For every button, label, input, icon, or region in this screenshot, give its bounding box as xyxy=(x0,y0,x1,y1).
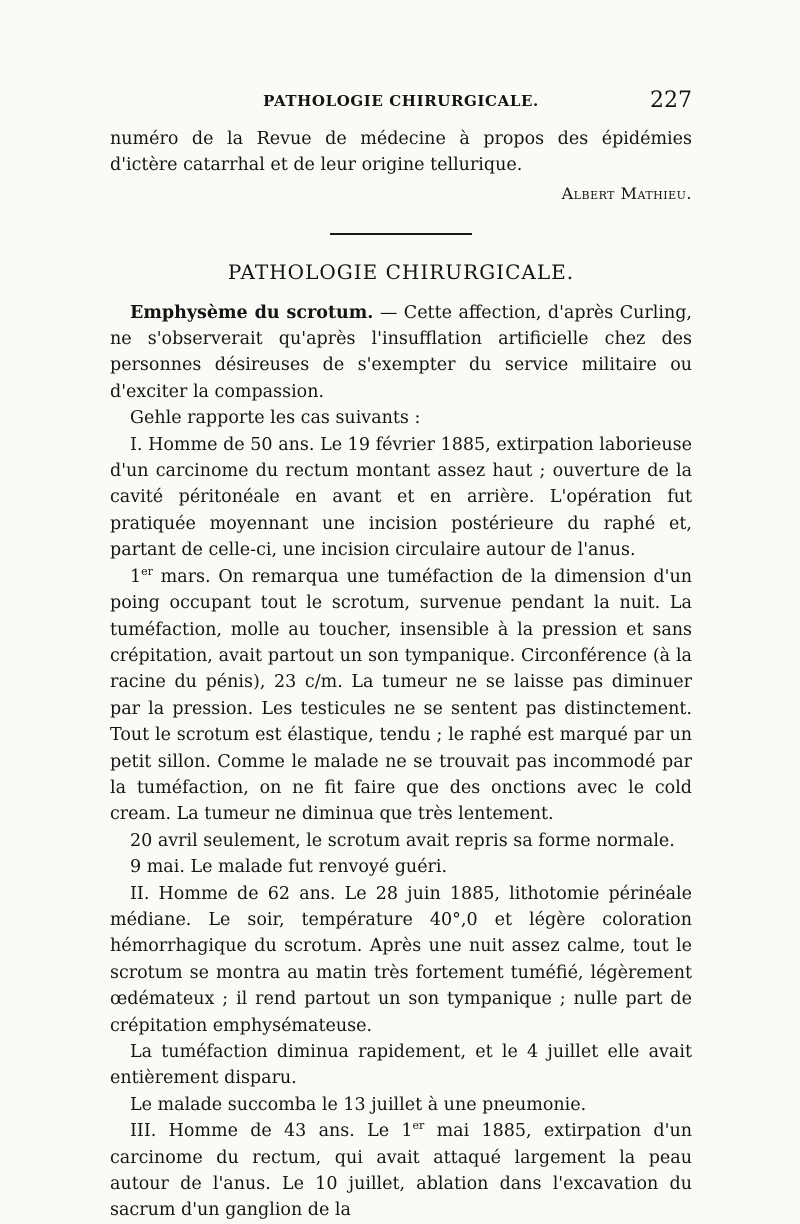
superscript: er xyxy=(412,1119,425,1133)
paragraph-case-2: II. Homme de 62 ans. Le 28 juin 1885, lithotomie périnéale médiane. Le soir, température 40°,0 et légère coloration hémorrhagique du scrotum. Après une nuit assez calme, tout le scrotum se montra au matin très fortement tuméfié, légèrement œdémateux ; il rend partout un son tympanique ; nulle part de crépitation emphysémateuse. xyxy=(110,883,692,1036)
paragraph: 9 mai. Le malade fut renvoyé guéri. xyxy=(130,857,448,878)
page-header xyxy=(110,88,692,122)
paragraph: La tuméfaction diminua rapidement, et le 4 juillet elle avait entièrement disparu. xyxy=(110,1042,692,1089)
running-title: PATHOLOGIE CHIRURGICALE. xyxy=(263,92,539,110)
text-fragment: III. Homme de 43 ans. Le 1 xyxy=(130,1121,413,1142)
body-text xyxy=(110,126,692,1224)
paragraph-case-1-followup xyxy=(110,564,692,828)
section-divider xyxy=(330,233,472,235)
paragraph: 20 avril seulement, le scrotum avait repris sa forme normale. xyxy=(130,830,675,851)
page-number: 227 xyxy=(650,88,692,113)
paragraph: Le malade succomba le 13 juillet à une pneumonie. xyxy=(130,1094,587,1115)
text-fragment: mars. On remarqua une tuméfaction de la dimension d'un poing occupant tout le scrotum, survenue pendant la nuit. La tuméfaction, molle au toucher, insensible à la pression et sans crépitation, avait partout un son tympanique. Circonférence (à la racine du pénis), 23 c/m. La tumeur ne se laisse pas diminuer par la pression. Les testicules ne se sentent pas distinctement. Tout le scrotum est élastique, tendu ; le raphé est marqué par un petit sillon. Comme le malade ne se trouvait pas incommodé par la tuméfaction, on ne fit faire que des onctions avec le cold cream. La tumeur ne diminua que très lentement. xyxy=(110,566,692,825)
paragraph-intro xyxy=(110,300,692,406)
text-fragment: mai 1885, extirpation d'un carcinome du rectum, qui avait attaqué largement la peau autour de l'anus. Le 10 juillet, ablation dans l'excavation du sacrum d'un ganglion de la xyxy=(110,1121,692,1221)
paragraph: Gehle rapporte les cas suivants : xyxy=(130,408,421,429)
paragraph-continuation: numéro de la Revue de médecine à propos des épidémies d'ictère catarrhal et de leur origine tellurique. xyxy=(110,129,692,176)
paragraph-case-1: I. Homme de 50 ans. Le 19 février 1885, extirpation laborieuse d'un carcinome du rectum montant assez haut ; ouverture de la cavité péritonéale en avant et en arrière. L'opération fut pratiquée moyennant une incision postérieure du raphé et, partant de celle-ci, une incision circulaire autour de l'anus. xyxy=(110,434,692,561)
paragraph-case-3 xyxy=(110,1118,692,1224)
section-title: PATHOLOGIE CHIRURGICALE. xyxy=(227,260,575,285)
text-fragment: 1 xyxy=(130,566,142,587)
article-lead: Emphysème du scrotum. xyxy=(130,302,374,323)
article-text: — Cette affection, d'après Curling, ne s'observerait qu'après l'insufflation artificielle chez des personnes désireuses de s'exempter du service militaire ou d'exciter la compassion. xyxy=(110,302,692,402)
author-signature: Albert Mathieu. xyxy=(561,183,692,203)
superscript: er xyxy=(141,564,153,578)
